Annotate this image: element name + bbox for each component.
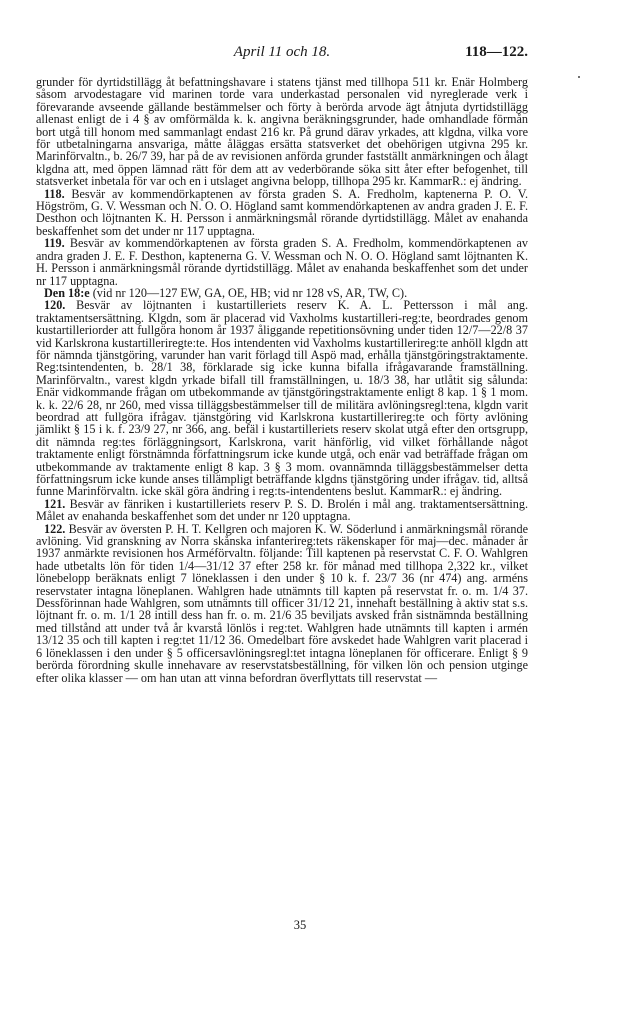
- date-label: Den 18:e: [44, 285, 90, 300]
- entry-120: [36, 299, 528, 498]
- entry-number: 118.: [44, 186, 65, 201]
- body-text: [36, 76, 528, 684]
- page-range: 118—122.: [465, 44, 528, 60]
- page-number: 35: [293, 918, 307, 932]
- entry-121: [36, 498, 528, 523]
- entry-text: Besvär av översten P. H. T. Kellgren och majoren K. W. Söderlund i anmärkningsmål rörande avlöning. Vid granskning av Norra skånska infanterireg:tets räkenskaper för maj—dec. månader år 1937 anmärkte revisionen hos Arméförvaltn. följande: Till kaptenen på reservstat C. F. O. Wahlgren hade utbetalts lön för tiden 1/4—31/12 37 efter 258 kr. för månad med tillhopa 2,322 kr., vilket lönebelopp beräknats enligt 7 löneklassen i den under § 10 k. f. 23/7 36 (nr 474) ang. arméns reservstater intagna löneplanen. Wahlgren hade utnämnts till kapten på reservstat fr. o. m. 1/4 37. Dessförinnan hade Wahlgren, som utnämnts till officer 31/12 21, innehaft beställning à aktiv stat s.s. löjtnant fr. o. m. 1/1 28 intill dess han fr. o. m. 21/6 35 beviljats avsked från sistnämnda beställning med tillstånd att under två år kvarstå lönlös i reg:tet. Wahlgren hade utnämnts till kapten i armén 13/12 35 och till kapten i reg:tet 11/12 36. Omedelbart före avskedet hade Wahlgren varit placerad i 6 löneklassen i den under § 5 officersavlöningsregl:tet intagna löneplanen för officerare. Enligt § 9 berörda förordning skulle innehavare av reservstatsbeställning, för vilken lön och pension utginge efter olika klasser — om han utan att vinna befordran överflyttats till reservstat —: [36, 521, 528, 685]
- entry-number: 120.: [44, 298, 66, 313]
- entry-text: Besvär av kommendörkaptenen av första graden S. A. Fredholm, kommendörkaptenen av andra graden J. E. F. Desthon, kaptenerna G. V. Wessman och N. O. O. Högland samt löjtnanten K. H. Persson i anmärkningsmål rörande dyrtidstillägg. Målet av enahanda beskaffenhet som det under nr 117 upptagna.: [36, 236, 528, 288]
- entry-text: Besvär av kommendörkaptenen av första graden S. A. Fredholm, kaptenerna P. O. V. Högström, G. V. Wessman och N. O. O. Högland samt kommendörkaptenen av andra graden J. E. F. Desthon och löjtnanten K. H. Persson i anmärkningsmål rörande dyrtidstillägg. Målet av enahanda beskaffenhet som det under nr 117 upptagna.: [36, 186, 529, 238]
- paragraph-continuation: grunder för dyrtidstillägg åt befattningshavare i statens tjänst med tillhopa 511 kr. Enär Holmberg såsom arvodestagare vid marinen torde vara underkastad personalen vid nyreglerade verk i förevarande avseende gällande bestämmelser och förty à berörda arvode ägt åtnjuta dyrtidstillägg allenast enligt de i 4 § av omförmälda k. k. angivna beräkningsgrunder, hade omhandlade förmån bort utgå till honom med sammanlagt endast 216 kr. På grund därav yrkades, att klgdna, vilka vore för utbetalningarna ansvariga, måtte åläggas ersätta statsverket det obehörigen utgivna 295 kr. Marinförvaltn., b. 26/7 39, har på de av revisionen anförda grunder fastställt anmärkningen och ålagt klgdna att, med öppen lämnad rätt för dem att av vederbörande söka sitt åter efter befogenhet, till statsverket inbetala för var och en i utslaget angivna belopp, tillhopa 295 kr. KammarR.: ej ändring.: [36, 75, 528, 189]
- entry-119: [36, 237, 528, 287]
- date-text: (vid nr 120—127 EW, GA, OE, HB; vid nr 128 vS, AR, TW, C).: [92, 285, 408, 300]
- entry-text: Besvär av löjtnanten i kustartilleriets reserv K. A. L. Pettersson i mål ang. traktamentsersättning. Klgdn, som är placerad vid Vaxholms kustartilleri-reg:te, beordrades genom kustartilleriorder att fullgöra honom år 1937 åliggande repetitionsövning under tiden 12/7—22/8 37 vid Karlskrona kustartilleriregte:te. Hos intendenten vid Vaxholms kustartillerireg:te anhöll klgdn att för nämnda tjänstgöring, varunder han varit förlagd till Aspö mad, erhålla tjänstgöringstraktamente. Reg:tsintendenten, b. 28/1 38, förklarade sig icke kunna bifalla ifrågavarande framställning. Marinförvaltn., varest klgdn yrkade bifall till framställningen, u. 18/3 38, har utlåtit sig sålunda: Enär vidkommande frågan om utbekommande av tjänstgöringstraktamente enligt 8 kap. 1 § 1 mom. k. k. 22/6 28, nr 260, med vissa tilläggsbestämmelser till de militära avlöningsregl:tena, klgdn varit beordrad att fullgöra ifrågav. tjänstgöring vid Karlskrona kustartillerireg:te och förty avlöning jämlikt § 15 i k. f. 23/9 27, nr 366, ang. befäl i kustartilleriets reserv skolat utgå efter den ortsgrupp, dit nämnda reg:tes förläggningsort, Karlskrona, varit hänförlig, vid vilket förhållande något traktamente enligt förstnämnda författningsrum icke kunde utgå, och enär vad beträffade frågan om utbekommande av traktamente enligt 8 kap. 3 § 3 mom. ovannämnda tilläggsbestämmelser detta författningsrum icke kunde anses tillämpligt beträffande klgdns tjänstgöring under ifrågav. tid, alltså funne Marinförvaltn. icke skäl göra ändring i reg:ts-intendentens beslut. KammarR.: ej ändring.: [36, 298, 529, 499]
- ink-speck: [578, 76, 580, 78]
- entry-number: 121.: [44, 496, 66, 511]
- page-header: [36, 42, 528, 64]
- entry-number: 122.: [44, 521, 66, 536]
- entry-text: Besvär av fänriken i kustartilleriets reserv P. S. D. Brolén i mål ang. traktamentsersättning. Målet av enahanda beskaffenhet som det under nr 120 upptagna.: [36, 496, 528, 524]
- entry-118: [36, 188, 528, 238]
- entry-number: 119.: [44, 236, 65, 251]
- running-title: April 11 och 18.: [233, 44, 331, 60]
- entry-122: [36, 523, 528, 684]
